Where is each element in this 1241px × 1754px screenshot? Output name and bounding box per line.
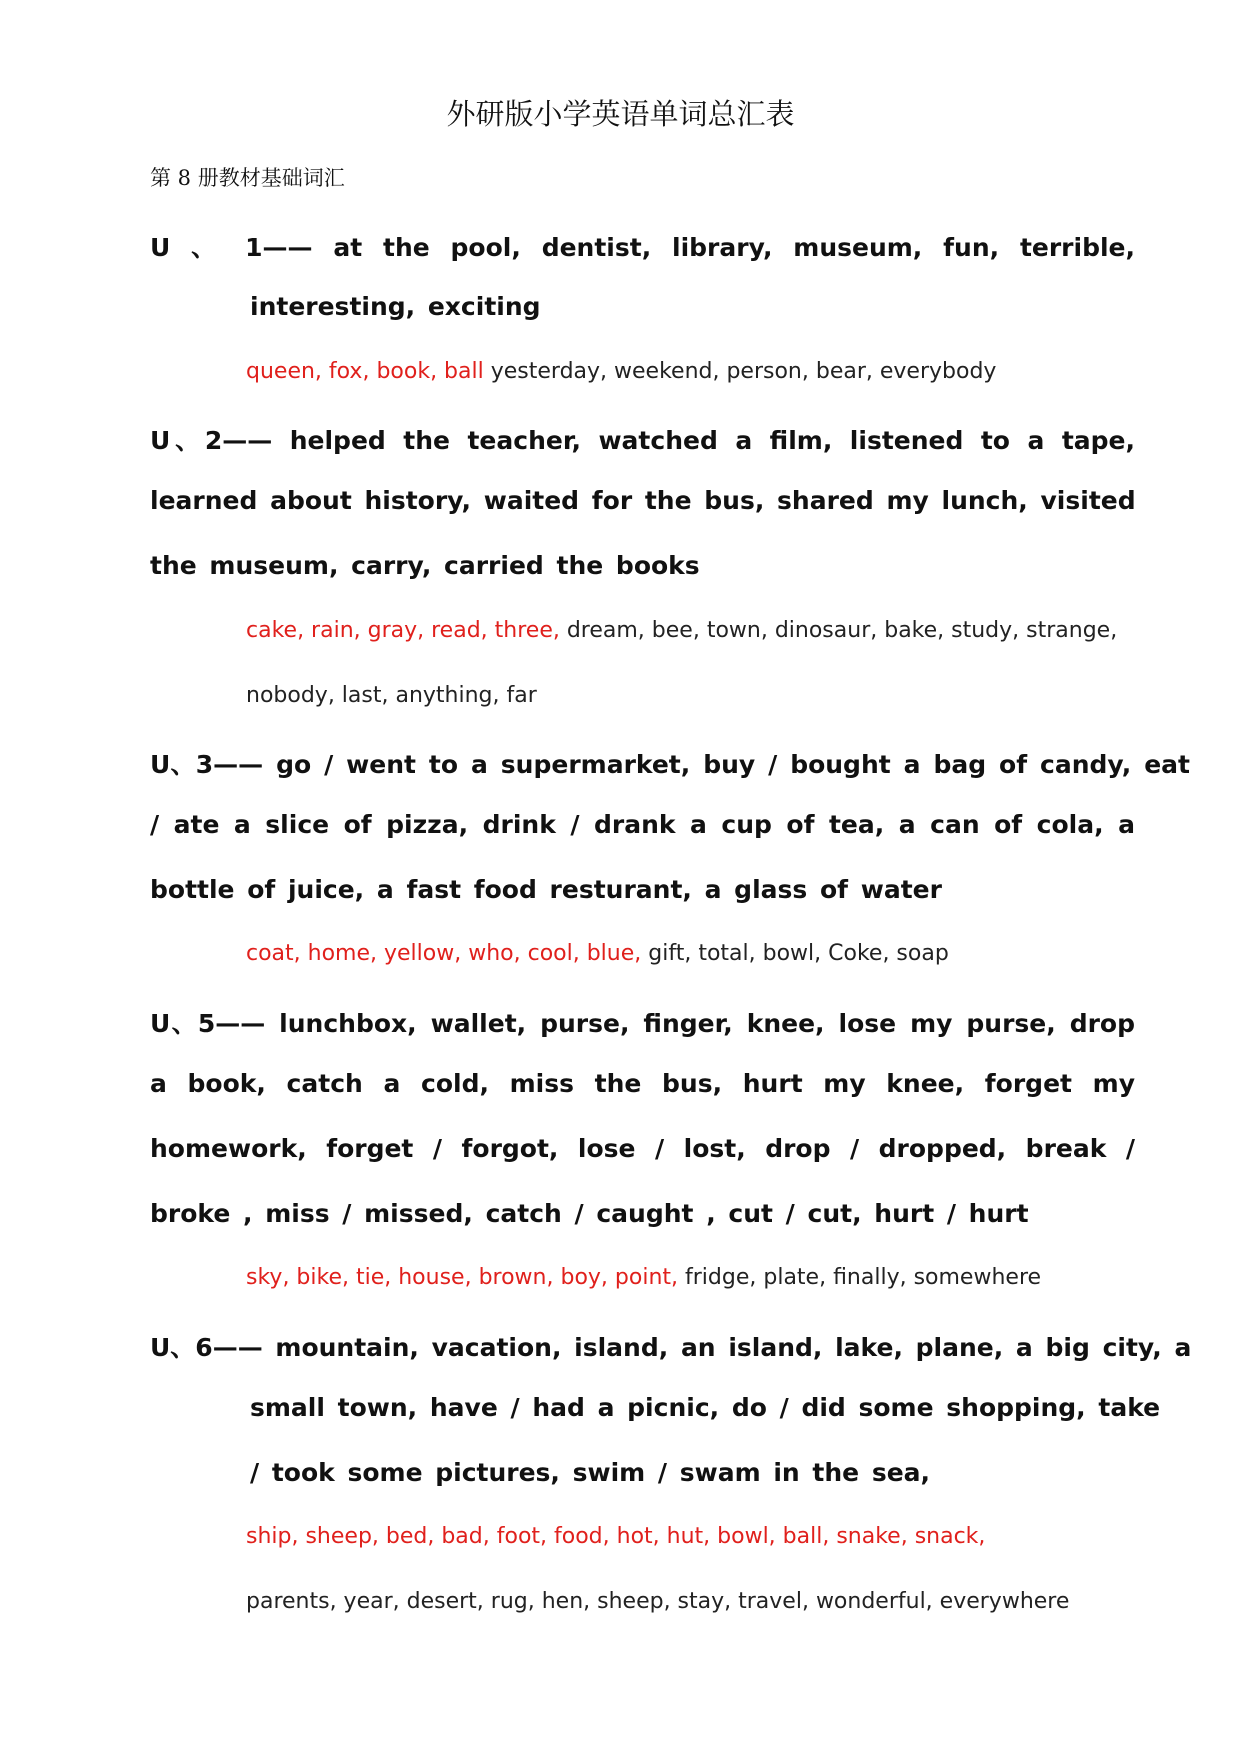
unit5-line3: homework, forget / forgot, lose / lost, drop / dropped, break /: [150, 1134, 1135, 1163]
unit3-phonics-words: coat, home, yellow, who, cool, blue,: [246, 941, 642, 966]
unit1-phonics-words: queen, fox, book, ball: [246, 359, 484, 384]
page-subtitle: 第 8 册教材基础词汇: [150, 166, 345, 190]
unit5-line4: broke , miss / missed, catch / caught , cut / cut, hurt / hurt: [150, 1199, 1029, 1228]
unit2-extra-words: dream, bee, town, dinosaur, bake, study, strange,: [559, 618, 1118, 643]
unit1-extra-words: yesterday, weekend, person, bear, everybody: [483, 359, 997, 384]
unit5-phonics-line: [246, 1265, 1041, 1290]
unit1-line1: U 、 1—— at the pool, dentist, library, museum, fun, terrible,: [150, 233, 1135, 262]
unit2-line3: the museum, carry, carried the books: [150, 551, 700, 580]
unit5-line2: a book, catch a cold, miss the bus, hurt my knee, forget my: [150, 1069, 1135, 1098]
unit6-extra-words: parents, year, desert, rug, hen, sheep, stay, travel, wonderful, everywhere: [246, 1589, 1070, 1614]
unit3-phonics-line: [246, 941, 949, 966]
unit2-line2: learned about history, waited for the bus, shared my lunch, visited: [150, 486, 1136, 515]
unit3-line3: bottle of juice, a fast food resturant, a glass of water: [150, 875, 942, 904]
unit5-phonics-words: sky, bike, tie, house, brown, boy, point,: [246, 1265, 679, 1290]
unit3-extra-words: gift, total, bowl, Coke, soap: [641, 941, 949, 966]
unit5-line1: U、5—— lunchbox, wallet, purse, finger, knee, lose my purse, drop: [150, 1009, 1135, 1038]
unit1-line2: interesting, exciting: [250, 292, 541, 321]
unit6-phonics-words: ship, sheep, bed, bad, foot, food, hot, hut, bowl, ball, snake, snack,: [246, 1524, 986, 1549]
unit2-phonics-words: cake, rain, gray, read, three,: [246, 618, 560, 643]
unit2-extra-line2: nobody, last, anything, far: [246, 683, 537, 708]
unit2-line1: U、2—— helped the teacher, watched a film, listened to a tape,: [150, 426, 1135, 455]
unit3-line1: U、3—— go / went to a supermarket, buy / bought a bag of candy, eat: [150, 750, 1190, 779]
unit5-extra-words: fridge, plate, finally, somewhere: [678, 1265, 1042, 1290]
unit6-line3: / took some pictures, swim / swam in the sea,: [250, 1458, 931, 1487]
page-title: 外研版小学英语单词总汇表: [446, 97, 795, 131]
unit6-line2: small town, have / had a picnic, do / did some shopping, take: [250, 1393, 1161, 1422]
unit6-line1: U、6—— mountain, vacation, island, an island, lake, plane, a big city, a: [150, 1333, 1192, 1362]
unit1-phonics-line: [246, 359, 996, 384]
unit3-line2: / ate a slice of pizza, drink / drank a cup of tea, a can of cola, a: [150, 810, 1135, 839]
unit2-phonics-line: [246, 618, 1117, 643]
